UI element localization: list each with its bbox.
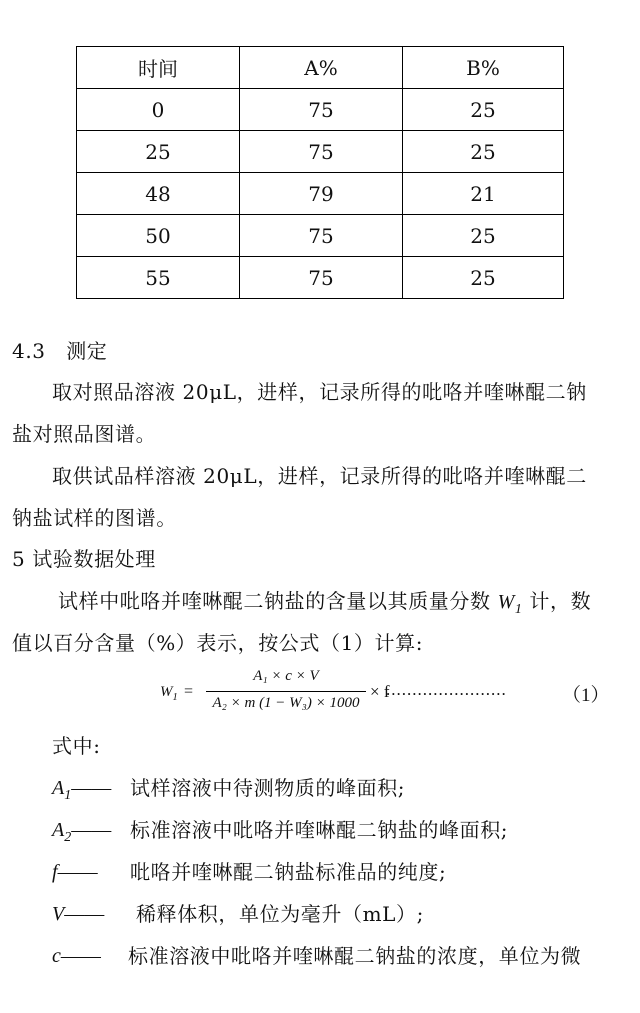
table-row [77, 257, 564, 299]
table-cell: 25 [403, 215, 564, 257]
section-heading-5: 5 试验数据处理 [12, 547, 156, 571]
definition-text: 标准溶液中吡咯并喹啉醌二钠盐的峰面积; [130, 818, 509, 842]
paragraph-line: 取对照品溶液 20μL，进样，记录所得的吡咯并喹啉醌二钠 [52, 380, 587, 404]
formula-leader-dots: ....................... [386, 680, 507, 699]
table-cell: 75 [240, 89, 403, 131]
paragraph-text: 计，数 [522, 589, 592, 613]
formula-factor: × f [370, 682, 390, 701]
table-cell: 48 [77, 173, 240, 215]
fraction-bar [206, 691, 366, 692]
formula-number: （1） [562, 685, 610, 706]
table-cell: 25 [403, 257, 564, 299]
table-row [77, 173, 564, 215]
variable-symbol: W [497, 591, 515, 613]
where-label: 式中: [52, 734, 101, 758]
paragraph-line [58, 587, 591, 624]
table-cell: 25 [403, 89, 564, 131]
table-header-cell: B% [403, 47, 564, 89]
paragraph-line: 取供试品样溶液 20μL，进样，记录所得的吡咯并喹啉醌二 [52, 464, 587, 488]
table-cell: 0 [77, 89, 240, 131]
table-cell: 50 [77, 215, 240, 257]
paragraph-line: 钠盐试样的图谱。 [12, 506, 177, 530]
table-header-cell: A% [240, 47, 403, 89]
definition-text: 标准溶液中吡咯并喹啉醌二钠盐的浓度，单位为微 [128, 944, 582, 968]
definition-text: 试样溶液中待测物质的峰面积; [130, 776, 406, 800]
gradient-table [76, 46, 564, 299]
table-cell: 25 [403, 131, 564, 173]
table-cell: 75 [240, 131, 403, 173]
table-cell: 21 [403, 173, 564, 215]
formula-1 [160, 666, 610, 724]
table-cell: 75 [240, 257, 403, 299]
definition-symbol: $A_1——$ [52, 777, 112, 803]
definition-text: 吡咯并喹啉醌二钠盐标准品的纯度; [130, 860, 447, 884]
formula-equals: = [184, 683, 194, 700]
table-cell: 25 [77, 131, 240, 173]
table-cell: 79 [240, 173, 403, 215]
table-header-cell: 时间 [77, 47, 240, 89]
formula-fraction [206, 666, 366, 724]
formula-denominator: A₂ × m (1 − W₃) × 1000 [212, 695, 360, 711]
section-heading-4-3: 4.3 测定 [12, 339, 108, 363]
definition-symbol: f—— [52, 861, 98, 883]
paragraph-line: 盐对照品图谱。 [12, 422, 157, 446]
table-row [77, 89, 564, 131]
definition-symbol: $A_2——$ [52, 819, 112, 845]
formula-lhs: $W_1$ [160, 684, 178, 703]
paragraph-line: 值以百分含量（%）表示，按公式（1）计算: [12, 631, 424, 655]
table-row [77, 131, 564, 173]
paragraph-text: 试样中吡咯并喹啉醌二钠盐的含量以其质量分数 [58, 589, 498, 613]
formula-numerator: A₁ × c × V [253, 668, 319, 684]
variable-subscript: 1 [514, 602, 523, 617]
definition-symbol: V—— [52, 903, 105, 925]
table-header-row [77, 47, 564, 89]
definition-symbol: c—— [52, 945, 101, 967]
definition-text: 稀释体积，单位为毫升（mL）; [136, 902, 424, 926]
table-cell: 55 [77, 257, 240, 299]
table-row [77, 215, 564, 257]
table-cell: 75 [240, 215, 403, 257]
